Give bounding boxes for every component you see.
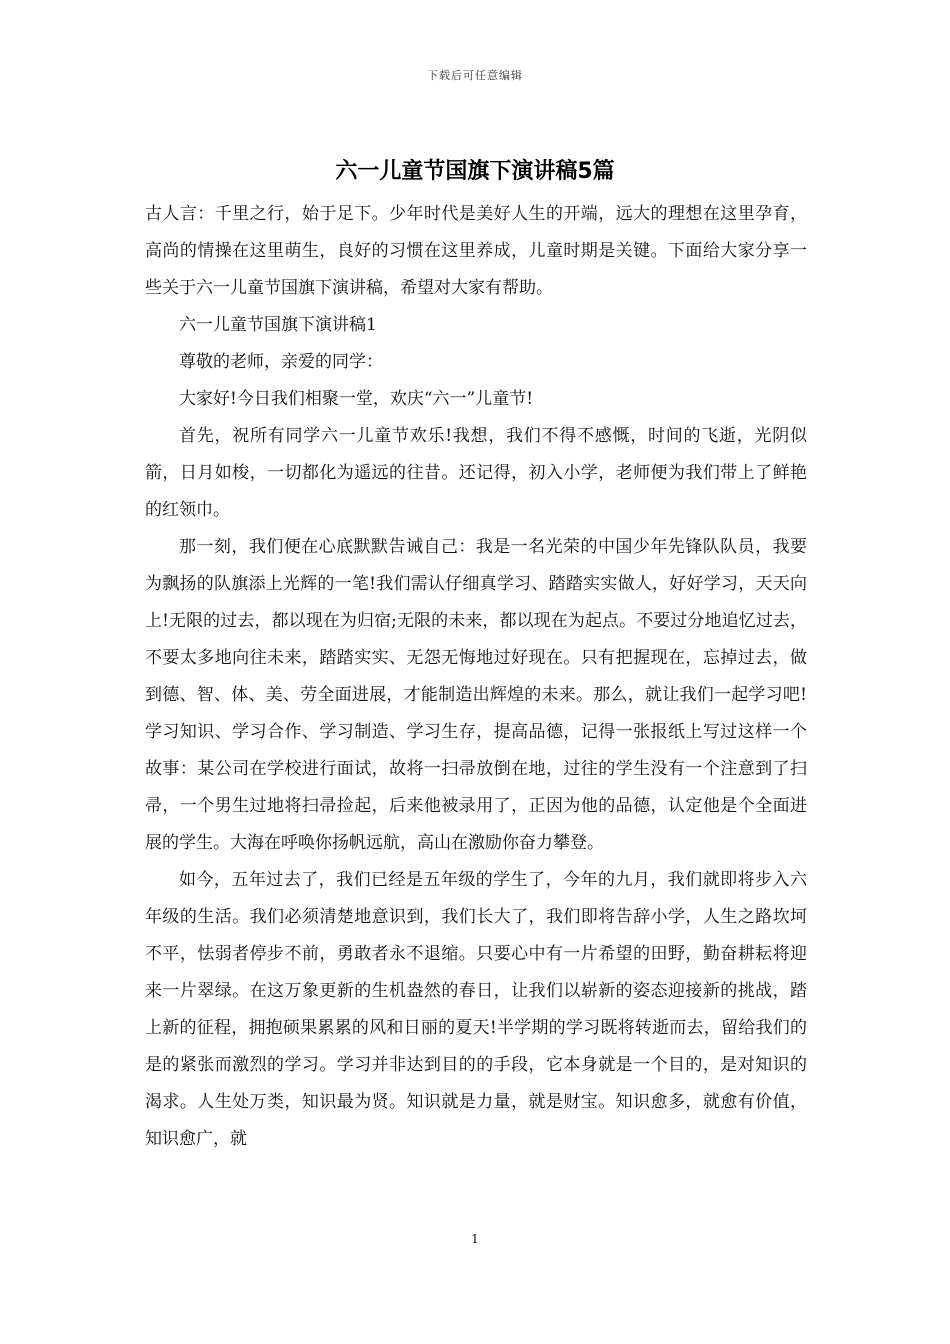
intro-paragraph: 古人言：千里之行，始于足下。少年时代是美好人生的开端，远大的理想在这里孕育，高尚的情操在这里萌生，良好的习惯在这里养成，儿童时期是关键。下面给大家分享一些关于六一儿童节国旗下演讲稿，希望对大家有帮助。 bbox=[145, 204, 807, 298]
section-heading: 六一儿童节国旗下演讲稿1 bbox=[179, 315, 377, 335]
greeting: 大家好!今日我们相聚一堂，欢庆“六一”儿童节! bbox=[179, 389, 534, 409]
body-paragraph: 那一刻，我们便在心底默默告诫自己：我是一名光荣的中国少年先锋队队员，我要为飘扬的队旗添上光辉的一笔!我们需认仔细真学习、踏踏实实做人，好好学习，天天向上!无限的过去，都以现在为归宿;无限的未来，都以现在为起点。不要过分地追忆过去，不要太多地向往未来，踏踏实实、无怨无悔地过好现在。只有把握现在，忘掉过去，做到德、智、体、美、劳全面进展，才能制造出辉煌的未来。那么，就让我们一起学习吧!学习知识、学习合作、学习制造、学习生存，提高品德，记得一张报纸上写过这样一个故事：某公司在学校进行面试，故将一扫帚放倒在地，过往的学生没有一个注意到了扫帚，一个男生过地将扫帚捡起，后来他被录用了，正因为他的品德，认定他是个全面进展的学生。大海在呼唤你扬帆远航，高山在激励你奋力攀登。 bbox=[145, 537, 807, 853]
body-paragraph: 如今，五年过去了，我们已经是五年级的学生了，今年的九月，我们就即将步入六年级的生活。我们必须清楚地意识到，我们长大了，我们即将告辞小学，人生之路坎坷不平，怯弱者停步不前，勇敢者永不退缩。只要心中有一片希望的田野，勤奋耕耘将迎来一片翠绿。在这万象更新的生机盎然的春日，让我们以崭新的姿态迎接新的挑战，踏上新的征程，拥抱硕果累累的风和日丽的夏天!半学期的学习既将转逝而去，留给我们的是的紧张而激烈的学习。学习并非达到目的的手段，它本身就是一个目的，是对知识的渴求。人生处万类，知识最为贤。知识就是力量，就是财宝。知识愈多，就愈有价值，知识愈广，就 bbox=[145, 870, 807, 1149]
document-body bbox=[145, 196, 807, 1158]
body-paragraph: 首先，祝所有同学六一儿童节欢乐!我想，我们不得不感慨，时间的飞逝，光阴似箭，日月如梭，一切都化为遥远的往昔。还记得，初入小学，老师便为我们带上了鲜艳的红领巾。 bbox=[145, 426, 807, 520]
salutation: 尊敬的老师，亲爱的同学： bbox=[179, 352, 383, 372]
page-number: 1 bbox=[471, 1232, 479, 1246]
document-title: 六一儿童节国旗下演讲稿5篇 bbox=[335, 159, 615, 184]
page-header: 下载后可任意编辑 bbox=[427, 69, 523, 82]
